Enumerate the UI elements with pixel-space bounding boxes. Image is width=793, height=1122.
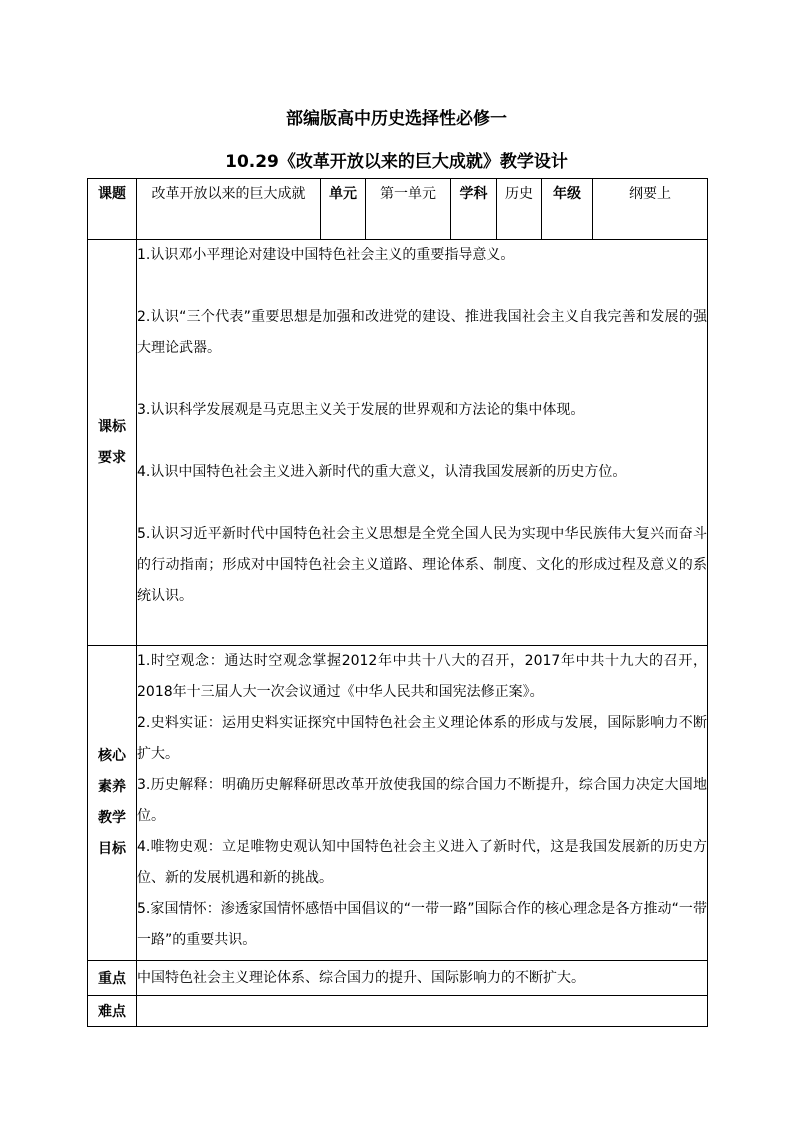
label-core [88,646,137,961]
core-item: 5.家国情怀：渗透家国情怀感悟中国倡议的“一带一路”国际合作的核心理念是各方推动“一带一路”的重要共识。 [137,901,707,948]
label-grade: 年级 [542,179,593,240]
core-content [137,646,708,961]
subject-value: 历史 [497,179,542,240]
lesson-plan-table [87,178,708,1027]
label-core-line1: 核心 [98,748,126,764]
label-topic: 课题 [88,179,137,240]
standards-item: 3.认识科学发展观是马克思主义关于发展的世界观和方法论的集中体现。 [137,402,585,418]
key-points-text: 中国特色社会主义理论体系、综合国力的提升、国际影响力的不断扩大。 [137,961,708,996]
table-row-title [88,179,708,240]
unit-value: 第一单元 [366,179,451,240]
core-item: 2.史料实证：运用史料实证探究中国特色社会主义理论体系的形成与发展，国际影响力不断扩大。 [137,715,707,762]
standards-item: 5.认识习近平新时代中国特色社会主义思想是全党全国人民为实现中华民族伟大复兴而奋斗的行动指南；形成对中国特色社会主义道路、理论体系、制度、文化的形成过程及意义的系统认识。 [137,526,707,604]
table-row-key-points [88,961,708,996]
label-subject: 学科 [451,179,497,240]
standards-item: 1.认识邓小平理论对建设中国特色社会主义的重要指导意义。 [137,247,515,263]
label-standards-line1: 课标 [98,418,126,435]
label-difficulties: 难点 [88,996,137,1027]
table-row-difficulties [88,996,708,1027]
label-core-line2: 素养 [98,779,126,795]
difficulties-text [137,996,708,1027]
topic-value: 改革开放以来的巨大成就 [137,179,321,240]
label-key-points: 重点 [88,961,137,996]
table-row-standards [88,240,708,646]
label-standards-line2: 要求 [98,449,126,466]
label-core-line4: 目标 [98,841,126,857]
standards-item: 4.认识中国特色社会主义进入新时代的重大意义，认清我国发展新的历史方位。 [137,464,627,480]
core-item: 4.唯物史观：立足唯物史观认知中国特色社会主义进入了新时代，这是我国发展新的历史方位、新的发展机遇和新的挑战。 [137,839,707,886]
table-row-core-competencies [88,646,708,961]
core-item: 3.历史解释：明确历史解释研思改革开放使我国的综合国力不断提升，综合国力决定大国地位。 [137,777,707,824]
standards-content [137,240,708,646]
label-unit: 单元 [321,179,366,240]
label-core-line3: 教学 [98,810,126,826]
label-standards [88,240,137,646]
standards-item: 2.认识“三个代表”重要思想是加强和改进党的建设、推进我国社会主义自我完善和发展的强大理论武器。 [137,309,707,356]
document-title-line2: 10.29《改革开放以来的巨大成就》教学设计 [225,152,568,172]
core-item: 1.时空观念：通达时空观念掌握2012年中共十八大的召开，2017年中共十九大的召开，2018年十三届人大一次会议通过《中华人民共和国宪法修正案》。 [137,653,707,700]
document-title-line1: 部编版高中历史选择性必修一 [286,109,507,129]
grade-value: 纲要上 [593,179,708,240]
